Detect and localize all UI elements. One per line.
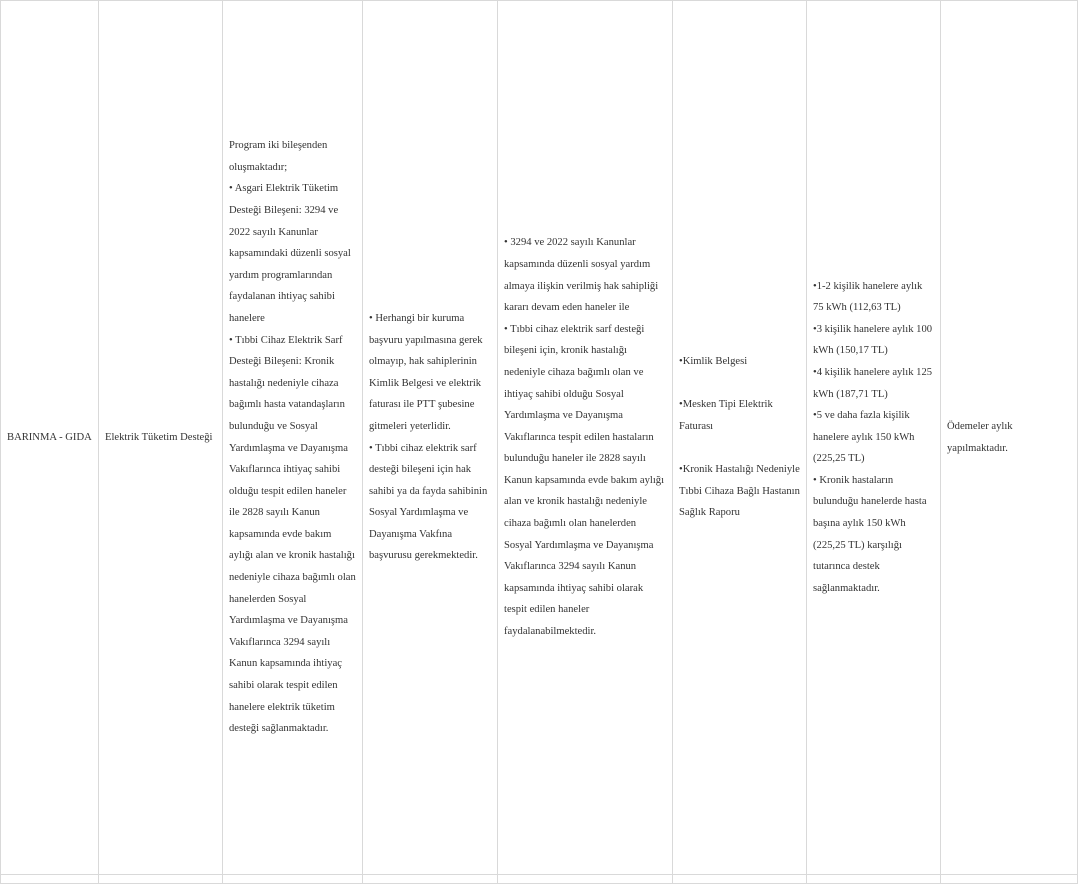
documents-cell [673,1,807,875]
document-spacer [679,373,800,395]
amount-item-1: •1-2 kişilik hanelere aylık 75 kWh (112,63 TL) [813,280,923,314]
empty-cell [99,875,223,884]
empty-cell [673,875,807,884]
description-component-1: • Asgari Elektrik Tüketim Desteği Bileşeni: 3294 ve 2022 sayılı Kanunlar kapsamındaki düzenli sosyal yardım programlarından faydalanan ihtiyaç sahibi hanelere [229,183,351,324]
application-item-1: • Herhangi bir kuruma başvuru yapılmasına gerek olmayıp, hak sahiplerinin Kimlik Belgesi ve elektrik faturası ile PTT şubesine gitmeleri yeterlidir. [369,312,483,432]
document-item-2: •Mesken Tipi Elektrik Faturası [679,399,773,432]
empty-cell [498,875,673,884]
amount-item-5: • Kronik hastaların bulunduğu hanelerde hasta başına aylık 150 kWh (225,25 TL) karşılığı tutarınca destek sağlanmaktadır. [813,474,927,594]
empty-cell [223,875,363,884]
support-name-text: Elektrik Tüketim Desteği [105,431,213,443]
eligibility-item-1: • 3294 ve 2022 sayılı Kanunlar kapsamında düzenli sosyal yardım almaya ilişkin verilmiş hak sahipliği kararı devam eden haneler ile [504,237,659,314]
amount-item-2: •3 kişilik hanelere aylık 100 kWh (150,17 TL) [813,323,933,357]
document-spacer [679,438,800,460]
support-name-cell [99,1,223,875]
application-item-2: • Tıbbi cihaz elektrik sarf desteği bileşeni için hak sahibi ya da fayda sahibinin Sosyal Yardımlaşma ve Dayanışma Vakfına başvurusu gerekmektedir. [369,442,488,562]
description-component-2: • Tıbbi Cihaz Elektrik Sarf Desteği Bileşeni: Kronik hastalığı nedeniyle cihaza bağımlı hasta vatandaşların bulunduğu ve Sosyal Yardımlaşma ve Dayanışma Vakıflarınca ihtiyaç sahibi olduğu tespit edilen haneler ile 2828 sayılı Kanun kapsamında evde bakım aylığı alan ve kronik hastalığı nedeniyle cihaza bağımlı olan hanelerden Sosyal Yardımlaşma ve Dayanışma Vakıflarınca 3294 sayılı Kanun kapsamında ihtiyaç sahibi olarak tespit edilen hanelere elektrik tüketim desteği sağlanmaktadır. [229,334,356,735]
description-intro: Program iki bileşenden oluşmaktadır; [229,140,328,173]
table-row [1,1,1078,875]
empty-cell [363,875,498,884]
document-item-3: •Kronik Hastalığı Nedeniyle Tıbbi Cihaza Bağlı Hastanın Sağlık Raporu [679,464,800,519]
amount-item-3: •4 kişilik hanelere aylık 125 kWh (187,71 TL) [813,366,933,400]
payment-cell [941,1,1078,875]
empty-cell [1,875,99,884]
empty-cell [807,875,941,884]
amount-item-4: •5 ve daha fazla kişilik hanelere aylık 150 kWh (225,25 TL) [813,410,915,465]
document-item-1: •Kimlik Belgesi [679,356,748,368]
empty-cell [941,875,1078,884]
category-cell [1,1,99,875]
table-row [1,875,1078,884]
payment-text: Ödemeler aylık yapılmaktadır. [947,420,1013,454]
eligibility-item-2: • Tıbbi cihaz elektrik sarf desteği bileşeni için, kronik hastalığı nedeniyle cihaza bağımlı olan ve ihtiyaç sahibi olduğu Sosyal Yardımlaşma ve Dayanışma Vakıflarınca tespit edilen hastaların bulunduğu haneler ile 2828 sayılı Kanun kapsamında evde bakım aylığı alan ve kronik hastalığı nedeniyle cihaza bağımlı olan hanelerden Sosyal Yardımlaşma ve Dayanışma Vakıflarınca 3294 sayılı Kanun kapsamında ihtiyaç sahibi olarak tespit edilen haneler faydalanabilmektedir. [504,323,665,638]
application-cell [363,1,498,875]
description-cell [223,1,363,875]
amounts-cell [807,1,941,875]
category-text: BARINMA - GIDA [7,431,92,443]
eligibility-cell [498,1,673,875]
